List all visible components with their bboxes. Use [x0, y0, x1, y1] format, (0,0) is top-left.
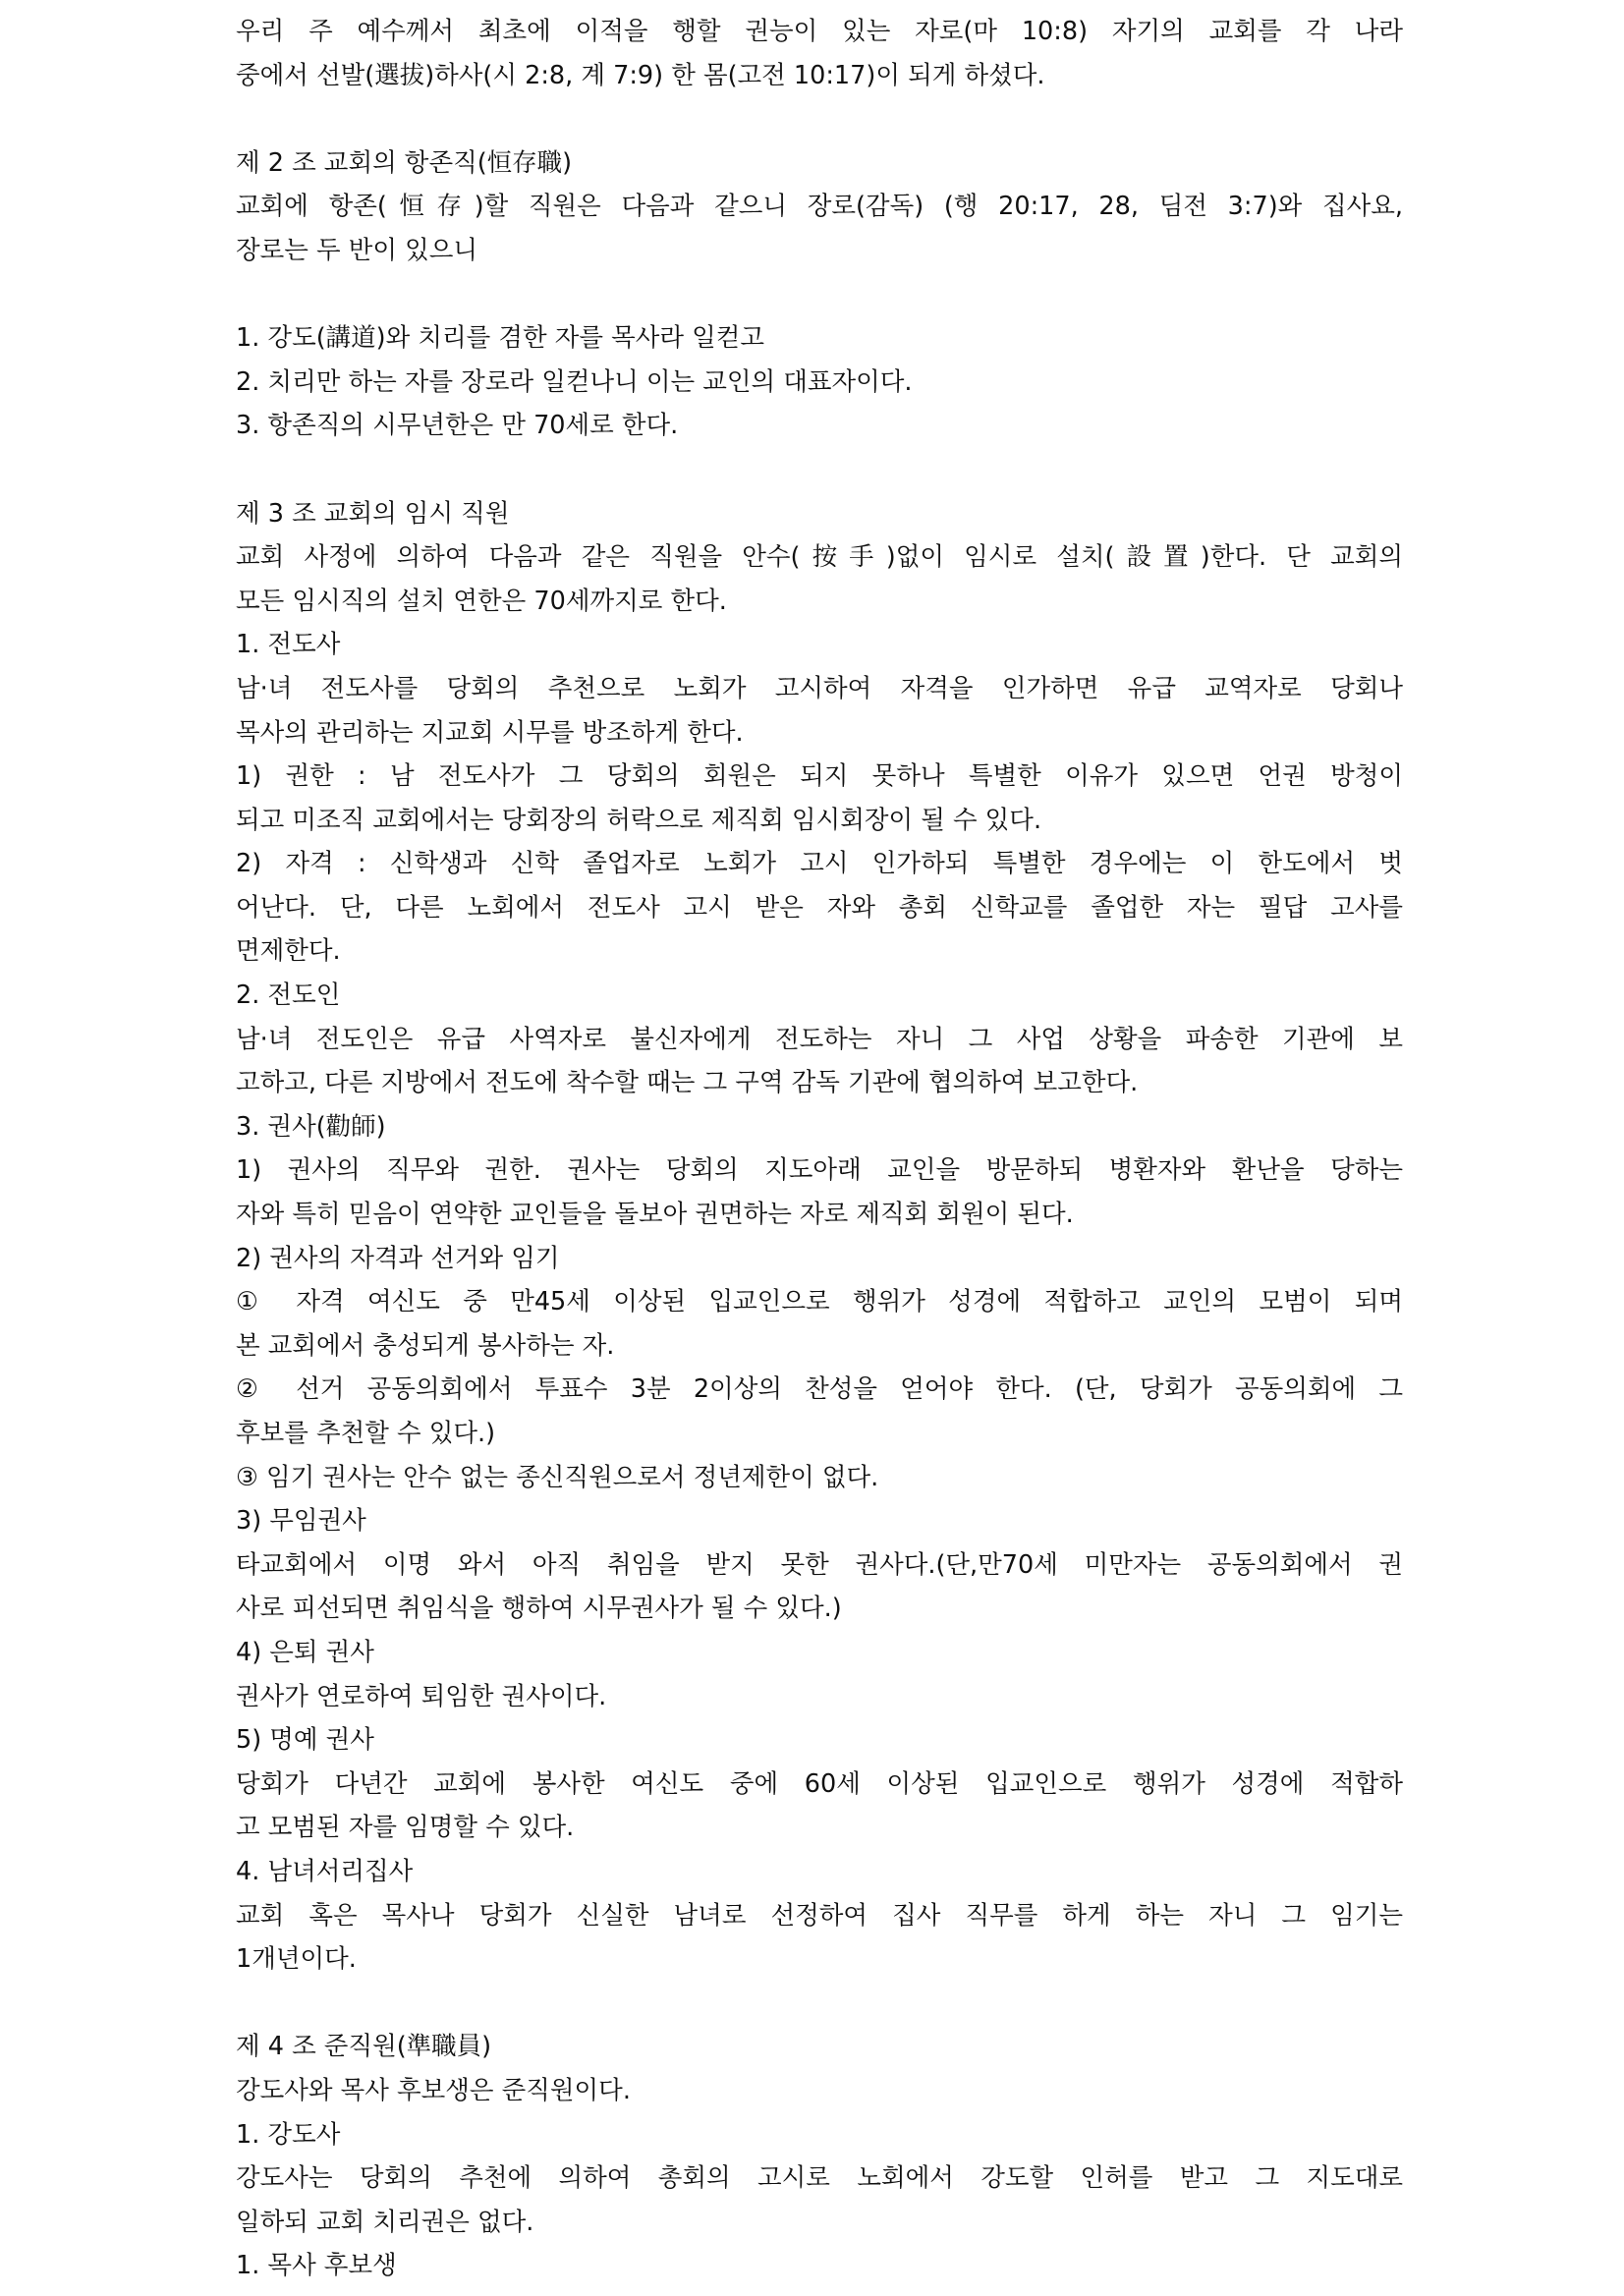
text-line: 목사의 관리하는 지교회 시무를 방조하게 한다.	[236, 717, 744, 748]
text-line: 3) 무임권사	[236, 1506, 366, 1537]
text-line: 교회에 항존(恒存)할 직원은 다음과 같으니 장로(감독) (행 20:17, 28, 딤전 3:7)와 집사요,	[236, 192, 1403, 222]
text-line: 사로 피선되면 취임식을 행하여 시무권사가 될 수 있다.)	[236, 1594, 842, 1624]
blank-line	[236, 273, 1403, 317]
text-line: 1. 전도사	[236, 630, 341, 660]
blank-line	[236, 448, 1403, 492]
text-line: 당회가 다년간 교회에 봉사한 여신도 중에 60세 이상된 입교인으로 행위가 성경에 적합하	[236, 1768, 1403, 1799]
text-line: 고하고, 다른 지방에서 전도에 착수할 때는 그 구역 감독 기관에 협의하여 보고한다.	[236, 1068, 1139, 1098]
text-line: 어난다. 단, 다른 노회에서 전도사 고시 받은 자와 총회 신학교를 졸업한 자는 필답 고사를	[236, 892, 1403, 923]
text-line: 4) 은퇴 권사	[236, 1637, 374, 1667]
text-line: 1. 목사 후보생	[236, 2251, 397, 2281]
text-line: 4. 남녀서리집사	[236, 1856, 414, 1886]
text-line: 남·녀 전도사를 당회의 추천으로 노회가 고시하여 자격을 인가하면 유급 교역자로 당회나	[236, 673, 1403, 703]
text-line: 2. 전도인	[236, 980, 341, 1011]
text-line: 타교회에서 이명 와서 아직 취임을 받지 못한 권사다.(단,만70세 미만자는 공동의회에서 권	[236, 1549, 1403, 1580]
text-line: 교회 사정에 의하여 다음과 같은 직원을 안수(按手)없이 임시로 설치(設置)한다. 단 교회의	[236, 542, 1403, 573]
text-line: 5) 명예 권사	[236, 1725, 374, 1756]
text-line: 고 모범된 자를 임명할 수 있다.	[236, 1813, 575, 1843]
text-line: 후보를 추천할 수 있다.)	[236, 1419, 496, 1448]
text-line: 1. 강도(講道)와 치리를 겸한 자를 목사라 일컫고	[236, 323, 764, 354]
text-line: 권사가 연로하여 퇴임한 권사이다.	[236, 1681, 607, 1711]
text-line: 1) 권사의 직무와 권한. 권사는 당회의 지도아래 교인을 방문하되 병환자와 환난을 당하는	[236, 1155, 1403, 1186]
text-line: 모든 임시직의 설치 연한은 70세까지로 한다.	[236, 586, 727, 616]
text-line: 강도사는 당회의 추천에 의하여 총회의 고시로 노회에서 강도할 인허를 받고 그 지도대로	[236, 2163, 1403, 2194]
blank-line	[236, 1982, 1403, 2026]
text-line: 제 2 조 교회의 항존직(恒存職)	[236, 147, 573, 178]
text-line: 교회 혹은 목사나 당회가 신실한 남녀로 선정하여 집사 직무를 하게 하는 자니 그 임기는	[236, 1900, 1403, 1931]
text-line: ② 선거 공동의회에서 투표수 3분 2이상의 찬성을 얻어야 한다. (단, 당회가 공동의회에 그	[236, 1374, 1403, 1405]
text-line: 제 4 조 준직원(準職員)	[236, 2032, 492, 2062]
blank-line	[236, 97, 1403, 141]
text-line: ① 자격 여신도 중 만45세 이상된 입교인으로 행위가 성경에 적합하고 교인의 모범이 되며	[236, 1287, 1403, 1317]
text-line: 중에서 선발(選拔)하사(시 2:8, 계 7:9) 한 몸(고전 10:17)이 되게 하셨다.	[236, 60, 1045, 90]
text-line: 장로는 두 반이 있으니	[236, 235, 478, 265]
text-line: 3. 항존직의 시무년한은 만 70세로 한다.	[236, 411, 679, 441]
text-line: 1) 권한 : 남 전도사가 그 당회의 회원은 되지 못하나 특별한 이유가 있으면 언권 방청이	[236, 761, 1403, 792]
text-line: 2. 치리만 하는 자를 장로라 일컫나니 이는 교인의 대표자이다.	[236, 366, 913, 397]
text-line: 1. 강도사	[236, 2119, 341, 2150]
text-line: 1개년이다.	[236, 1944, 357, 1975]
text-line: 본 교회에서 충성되게 봉사하는 자.	[236, 1330, 615, 1361]
text-line: 일하되 교회 치리권은 없다.	[236, 2207, 534, 2237]
text-line: 2) 자격 : 신학생과 신학 졸업자로 노회가 고시 인가하되 특별한 경우에는 이 한도에서 벗	[236, 849, 1403, 879]
text-line: 2) 권사의 자격과 선거와 임기	[236, 1243, 560, 1273]
text-line: ③ 임기 권사는 안수 없는 종신직원으로서 정년제한이 없다.	[236, 1462, 879, 1492]
text-line: 우리 주 예수께서 최초에 이적을 행할 권능이 있는 자로(마 10:8) 자기의 교회를 각 나라	[236, 17, 1403, 46]
text-line: 자와 특히 믿음이 연약한 교인들을 돌보아 권면하는 자로 제직회 회원이 된다.	[236, 1200, 1074, 1230]
document-body	[236, 10, 1403, 2288]
text-line: 강도사와 목사 후보생은 준직원이다.	[236, 2075, 631, 2105]
text-line: 제 3 조 교회의 임시 직원	[236, 498, 510, 529]
text-line: 되고 미조직 교회에서는 당회장의 허락으로 제직회 임시회장이 될 수 있다.	[236, 805, 1042, 835]
text-line: 면제한다.	[236, 936, 341, 967]
text-line: 남·녀 전도인은 유급 사역자로 불신자에게 전도하는 자니 그 사업 상황을 파송한 기관에 보	[236, 1024, 1403, 1054]
text-line: 3. 권사(勸師)	[236, 1111, 386, 1142]
